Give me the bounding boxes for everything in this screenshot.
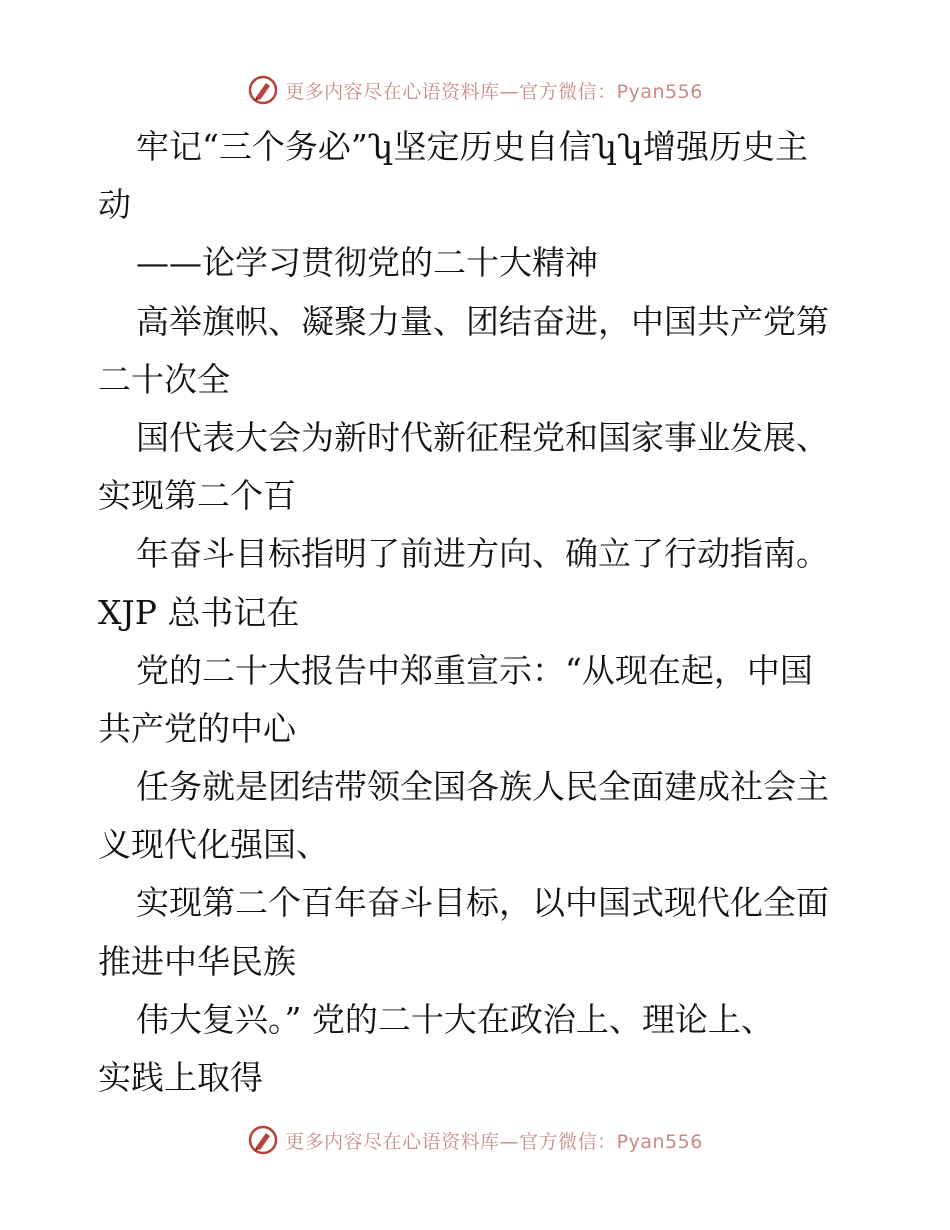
watermark-text: 更多内容尽在心语资料库—官方微信：Pyan556 <box>285 1130 703 1153</box>
text-line: 二十次全 <box>98 359 230 399</box>
text-line: 实践上取得 <box>98 1058 263 1097</box>
pen-logo-icon <box>247 74 279 106</box>
text-line: 共产党的中心 <box>98 708 296 748</box>
pen-logo-icon <box>247 1124 279 1156</box>
text-line: 党的二十大报告中郑重宣示：“从现在起，中国 <box>136 650 813 690</box>
text-line: 年奋斗目标指明了前进方向、确立了行动指南。 <box>136 534 829 574</box>
text-line: 义现代化强国、 <box>98 825 329 865</box>
text-line: 伟大复兴。” 党的二十大在政治上、理论上、 <box>136 999 774 1039</box>
watermark-text: 更多内容尽在心语资料库—官方微信：Pyan556 <box>285 80 703 103</box>
text-line: 任务就是团结带领全国各族人民全面建成社会主 <box>136 767 829 807</box>
text-line: 推进中华民族 <box>98 941 296 981</box>
text-line: 高举旗帜、凝聚力量、团结奋进，中国共产党第 <box>136 301 829 341</box>
text-line: 实现第二个百年奋斗目标，以中国式现代化全面 <box>136 883 829 923</box>
footer-watermark <box>0 1120 950 1160</box>
text-line: 国代表大会为新时代新征程党和国家事业发展、 <box>136 417 829 457</box>
text-line: 动 <box>98 185 131 225</box>
text-line: 实现第二个百 <box>98 476 296 516</box>
header-watermark <box>0 70 950 110</box>
document-body <box>98 118 858 1107</box>
text-line: XJP 总书记在 <box>98 592 300 632</box>
text-line: 牢记“三个务必”ʮ坚定历史自信ʮʮ增强历史主 <box>136 127 809 166</box>
text-line: ——论学习贯彻党的二十大精神 <box>136 243 598 283</box>
